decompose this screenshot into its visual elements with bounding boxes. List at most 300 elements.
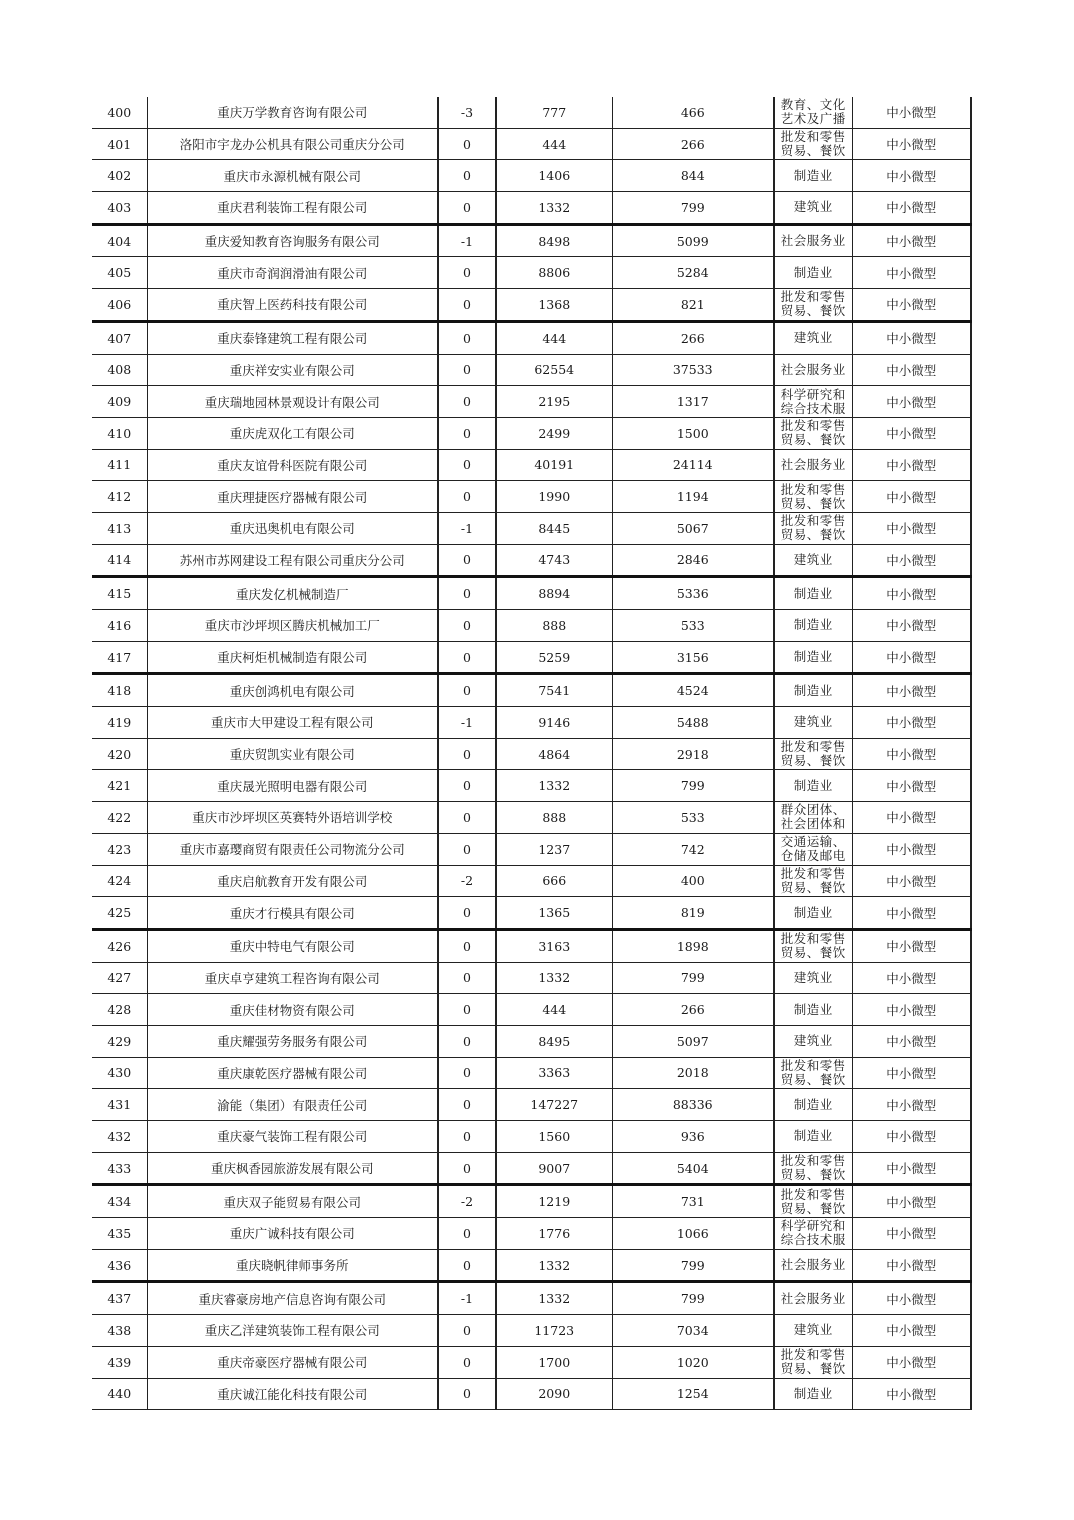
company-name-cell: 重庆晓帆律师事务所 — [147, 1249, 438, 1282]
value-b-cell: 466 — [612, 97, 774, 128]
enterprise-type-cell: 中小微型 — [852, 1185, 971, 1218]
industry-text: 建筑业 — [793, 1034, 833, 1049]
industry-text: 批发和零售贸易、餐饮 — [780, 482, 846, 511]
value-a-cell: 147227 — [496, 1089, 612, 1121]
enterprise-type-cell: 中小微型 — [852, 770, 971, 802]
industry-cell — [774, 897, 852, 930]
industry-cell — [774, 289, 852, 322]
enterprise-type-cell: 中小微型 — [852, 1057, 971, 1089]
row-number-cell: 414 — [92, 544, 147, 577]
change-value-cell: 0 — [438, 770, 496, 802]
value-a-cell: 11723 — [496, 1315, 612, 1347]
row-number-cell: 419 — [92, 707, 147, 739]
enterprise-type-cell: 中小微型 — [852, 833, 971, 865]
change-value-cell: 0 — [438, 257, 496, 289]
value-a-cell: 1990 — [496, 481, 612, 513]
company-name-cell: 重庆帝豪医疗器械有限公司 — [147, 1346, 438, 1378]
industry-text: 制造业 — [793, 683, 833, 698]
enterprise-type-cell: 中小微型 — [852, 738, 971, 770]
company-name-cell: 重庆祥安实业有限公司 — [147, 354, 438, 386]
value-b-cell: 799 — [612, 962, 774, 994]
enterprise-type-cell: 中小微型 — [852, 1121, 971, 1153]
row-number-cell: 437 — [92, 1282, 147, 1315]
company-name-cell: 重庆睿豪房地产信息咨询有限公司 — [147, 1282, 438, 1315]
row-number-cell: 428 — [92, 994, 147, 1026]
value-a-cell: 1332 — [496, 192, 612, 225]
row-number-cell: 403 — [92, 192, 147, 225]
company-name-cell: 重庆虎双化工有限公司 — [147, 417, 438, 449]
row-number-cell: 405 — [92, 257, 147, 289]
table-row — [92, 386, 971, 418]
value-b-cell: 400 — [612, 865, 774, 897]
value-b-cell: 5488 — [612, 707, 774, 739]
industry-text: 批发和零售贸易、餐饮 — [780, 130, 846, 159]
company-name-cell: 重庆广诚科技有限公司 — [147, 1218, 438, 1250]
table-row — [92, 1282, 971, 1315]
enterprise-type-cell: 中小微型 — [852, 512, 971, 544]
table-row — [92, 321, 971, 354]
row-number-cell: 417 — [92, 641, 147, 674]
enterprise-type-cell: 中小微型 — [852, 1315, 971, 1347]
row-number-cell: 430 — [92, 1057, 147, 1089]
company-name-cell: 重庆瑞地园林景观设计有限公司 — [147, 386, 438, 418]
value-a-cell: 888 — [496, 802, 612, 834]
industry-cell — [774, 1025, 852, 1057]
industry-cell — [774, 1152, 852, 1185]
industry-text: 批发和零售贸易、餐饮 — [780, 290, 846, 319]
industry-cell — [774, 833, 852, 865]
company-name-cell: 重庆理捷医疗器械有限公司 — [147, 481, 438, 513]
industry-cell — [774, 1346, 852, 1378]
enterprise-type-cell: 中小微型 — [852, 1025, 971, 1057]
industry-text: 教育、文化艺术及广播 — [780, 98, 846, 127]
industry-cell — [774, 481, 852, 513]
company-name-cell: 重庆双子能贸易有限公司 — [147, 1185, 438, 1218]
enterprise-type-cell: 中小微型 — [852, 544, 971, 577]
change-value-cell: 0 — [438, 641, 496, 674]
value-b-cell: 1066 — [612, 1218, 774, 1250]
industry-text: 制造业 — [793, 1002, 833, 1017]
value-a-cell: 3163 — [496, 929, 612, 962]
row-number-cell: 411 — [92, 449, 147, 481]
value-b-cell: 533 — [612, 802, 774, 834]
company-name-cell: 重庆万学教育咨询有限公司 — [147, 97, 438, 128]
company-name-cell: 渝能（集团）有限责任公司 — [147, 1089, 438, 1121]
enterprise-type-cell: 中小微型 — [852, 128, 971, 160]
value-b-cell: 2846 — [612, 544, 774, 577]
company-name-cell: 重庆市永源机械有限公司 — [147, 160, 438, 192]
industry-text: 批发和零售贸易、餐饮 — [780, 740, 846, 769]
value-b-cell: 1500 — [612, 417, 774, 449]
table-row — [92, 962, 971, 994]
company-name-cell: 重庆君利装饰工程有限公司 — [147, 192, 438, 225]
value-b-cell: 819 — [612, 897, 774, 930]
change-value-cell: 0 — [438, 1346, 496, 1378]
industry-text: 科学研究和综合技术服 — [780, 387, 846, 416]
row-number-cell: 434 — [92, 1185, 147, 1218]
enterprise-type-cell: 中小微型 — [852, 1378, 971, 1410]
row-number-cell: 421 — [92, 770, 147, 802]
row-number-cell: 422 — [92, 802, 147, 834]
table-row — [92, 1025, 971, 1057]
company-name-cell: 重庆市嘉璎商贸有限责任公司物流分公司 — [147, 833, 438, 865]
value-b-cell: 7034 — [612, 1315, 774, 1347]
industry-cell — [774, 192, 852, 225]
table-row — [92, 1218, 971, 1250]
value-b-cell: 5404 — [612, 1152, 774, 1185]
change-value-cell: 0 — [438, 962, 496, 994]
table-row — [92, 707, 971, 739]
value-a-cell: 1237 — [496, 833, 612, 865]
industry-text: 制造业 — [793, 650, 833, 665]
industry-cell — [774, 641, 852, 674]
value-a-cell: 444 — [496, 128, 612, 160]
industry-cell — [774, 354, 852, 386]
table-row — [92, 544, 971, 577]
table-row — [92, 929, 971, 962]
table-row — [92, 802, 971, 834]
enterprise-type-cell: 中小微型 — [852, 289, 971, 322]
value-b-cell: 5097 — [612, 1025, 774, 1057]
value-b-cell: 844 — [612, 160, 774, 192]
value-a-cell: 4743 — [496, 544, 612, 577]
table-row — [92, 257, 971, 289]
company-name-cell: 重庆诚江能化科技有限公司 — [147, 1378, 438, 1410]
value-a-cell: 777 — [496, 97, 612, 128]
row-number-cell: 402 — [92, 160, 147, 192]
company-name-cell: 重庆市沙坪坝区腾庆机械加工厂 — [147, 610, 438, 642]
enterprise-type-cell: 中小微型 — [852, 962, 971, 994]
enterprise-type-cell: 中小微型 — [852, 897, 971, 930]
value-a-cell: 2195 — [496, 386, 612, 418]
value-b-cell: 799 — [612, 192, 774, 225]
table-row — [92, 354, 971, 386]
company-name-cell: 重庆豪气装饰工程有限公司 — [147, 1121, 438, 1153]
industry-text: 交通运输、仓储及邮电 — [780, 835, 846, 864]
table-row — [92, 833, 971, 865]
change-value-cell: 0 — [438, 1089, 496, 1121]
row-number-cell: 401 — [92, 128, 147, 160]
industry-text: 批发和零售贸易、餐饮 — [780, 1348, 846, 1377]
row-number-cell: 420 — [92, 738, 147, 770]
company-name-cell: 重庆泰锋建筑工程有限公司 — [147, 321, 438, 354]
change-value-cell: 0 — [438, 897, 496, 930]
table-row — [92, 1315, 971, 1347]
enterprise-type-cell: 中小微型 — [852, 610, 971, 642]
change-value-cell: 0 — [438, 544, 496, 577]
row-number-cell: 436 — [92, 1249, 147, 1282]
value-a-cell: 9007 — [496, 1152, 612, 1185]
enterprise-type-cell: 中小微型 — [852, 386, 971, 418]
value-a-cell: 1406 — [496, 160, 612, 192]
industry-cell — [774, 802, 852, 834]
table-row — [92, 289, 971, 322]
enterprise-type-cell: 中小微型 — [852, 257, 971, 289]
change-value-cell: 0 — [438, 738, 496, 770]
value-a-cell: 1219 — [496, 1185, 612, 1218]
value-a-cell: 444 — [496, 994, 612, 1026]
table-row — [92, 641, 971, 674]
value-a-cell: 1365 — [496, 897, 612, 930]
change-value-cell: 0 — [438, 1025, 496, 1057]
row-number-cell: 427 — [92, 962, 147, 994]
industry-text: 建筑业 — [793, 715, 833, 730]
row-number-cell: 407 — [92, 321, 147, 354]
value-a-cell: 1700 — [496, 1346, 612, 1378]
table-row — [92, 192, 971, 225]
company-name-cell: 重庆市大甲建设工程有限公司 — [147, 707, 438, 739]
row-number-cell: 423 — [92, 833, 147, 865]
value-a-cell: 8445 — [496, 512, 612, 544]
industry-cell — [774, 1378, 852, 1410]
industry-cell — [774, 1218, 852, 1250]
table-row — [92, 1089, 971, 1121]
row-number-cell: 431 — [92, 1089, 147, 1121]
row-number-cell: 406 — [92, 289, 147, 322]
industry-text: 建筑业 — [793, 970, 833, 985]
industry-cell — [774, 577, 852, 610]
enterprise-type-cell: 中小微型 — [852, 1218, 971, 1250]
change-value-cell: 0 — [438, 160, 496, 192]
change-value-cell: 0 — [438, 128, 496, 160]
table-row — [92, 674, 971, 707]
change-value-cell: -2 — [438, 1185, 496, 1218]
value-a-cell: 1332 — [496, 962, 612, 994]
table-row — [92, 160, 971, 192]
industry-text: 批发和零售贸易、餐饮 — [780, 1187, 846, 1216]
value-b-cell: 821 — [612, 289, 774, 322]
value-b-cell: 799 — [612, 770, 774, 802]
row-number-cell: 409 — [92, 386, 147, 418]
company-name-cell: 重庆市奇润润滑油有限公司 — [147, 257, 438, 289]
industry-text: 建筑业 — [793, 552, 833, 567]
industry-text: 批发和零售贸易、餐饮 — [780, 932, 846, 961]
change-value-cell: 0 — [438, 1057, 496, 1089]
enterprise-type-cell: 中小微型 — [852, 674, 971, 707]
change-value-cell: 0 — [438, 802, 496, 834]
industry-text: 建筑业 — [793, 331, 833, 346]
industry-cell — [774, 128, 852, 160]
value-b-cell: 3156 — [612, 641, 774, 674]
value-a-cell: 2090 — [496, 1378, 612, 1410]
row-number-cell: 400 — [92, 97, 147, 128]
industry-text: 社会服务业 — [780, 234, 846, 249]
enterprise-type-cell: 中小微型 — [852, 802, 971, 834]
value-a-cell: 9146 — [496, 707, 612, 739]
industry-text: 制造业 — [793, 618, 833, 633]
table-row — [92, 610, 971, 642]
change-value-cell: 0 — [438, 289, 496, 322]
enterprise-type-cell: 中小微型 — [852, 192, 971, 225]
company-name-cell: 重庆康乾医疗器械有限公司 — [147, 1057, 438, 1089]
enterprise-type-cell: 中小微型 — [852, 97, 971, 128]
industry-cell — [774, 1057, 852, 1089]
company-name-cell: 重庆友谊骨科医院有限公司 — [147, 449, 438, 481]
industry-cell — [774, 674, 852, 707]
row-number-cell: 410 — [92, 417, 147, 449]
value-a-cell: 4864 — [496, 738, 612, 770]
value-a-cell: 40191 — [496, 449, 612, 481]
enterprise-type-cell: 中小微型 — [852, 641, 971, 674]
company-name-cell: 重庆才行模具有限公司 — [147, 897, 438, 930]
value-b-cell: 88336 — [612, 1089, 774, 1121]
table-row — [92, 770, 971, 802]
value-a-cell: 1776 — [496, 1218, 612, 1250]
industry-cell — [774, 1185, 852, 1218]
industry-cell — [774, 738, 852, 770]
row-number-cell: 438 — [92, 1315, 147, 1347]
industry-cell — [774, 321, 852, 354]
row-number-cell: 412 — [92, 481, 147, 513]
table-row — [92, 1152, 971, 1185]
row-number-cell: 440 — [92, 1378, 147, 1410]
company-name-cell: 重庆发亿机械制造厂 — [147, 577, 438, 610]
row-number-cell: 424 — [92, 865, 147, 897]
industry-text: 制造业 — [793, 778, 833, 793]
row-number-cell: 415 — [92, 577, 147, 610]
industry-text: 制造业 — [793, 586, 833, 601]
value-a-cell: 8894 — [496, 577, 612, 610]
industry-text: 批发和零售贸易、餐饮 — [780, 419, 846, 448]
enterprise-type-cell: 中小微型 — [852, 1282, 971, 1315]
value-b-cell: 533 — [612, 610, 774, 642]
value-a-cell: 1332 — [496, 770, 612, 802]
value-b-cell: 742 — [612, 833, 774, 865]
value-a-cell: 8495 — [496, 1025, 612, 1057]
company-name-cell: 重庆乙洋建筑装饰工程有限公司 — [147, 1315, 438, 1347]
industry-text: 社会服务业 — [780, 362, 846, 377]
industry-cell — [774, 386, 852, 418]
enterprise-type-cell: 中小微型 — [852, 929, 971, 962]
industry-text: 科学研究和综合技术服 — [780, 1219, 846, 1248]
row-number-cell: 418 — [92, 674, 147, 707]
table-row — [92, 1249, 971, 1282]
industry-cell — [774, 707, 852, 739]
company-name-cell: 重庆枫香园旅游发展有限公司 — [147, 1152, 438, 1185]
row-number-cell: 429 — [92, 1025, 147, 1057]
table-row — [92, 481, 971, 513]
change-value-cell: -3 — [438, 97, 496, 128]
value-b-cell: 4524 — [612, 674, 774, 707]
value-b-cell: 5099 — [612, 224, 774, 257]
value-a-cell: 1560 — [496, 1121, 612, 1153]
enterprise-type-cell: 中小微型 — [852, 865, 971, 897]
company-name-cell: 重庆佳材物资有限公司 — [147, 994, 438, 1026]
industry-cell — [774, 962, 852, 994]
company-name-cell: 重庆启航教育开发有限公司 — [147, 865, 438, 897]
change-value-cell: -1 — [438, 224, 496, 257]
table-row — [92, 417, 971, 449]
value-a-cell: 666 — [496, 865, 612, 897]
industry-cell — [774, 160, 852, 192]
enterprise-type-cell: 中小微型 — [852, 1089, 971, 1121]
value-b-cell: 266 — [612, 128, 774, 160]
row-number-cell: 425 — [92, 897, 147, 930]
industry-text: 社会服务业 — [780, 457, 846, 472]
value-b-cell: 1194 — [612, 481, 774, 513]
table-row — [92, 1121, 971, 1153]
change-value-cell: 0 — [438, 610, 496, 642]
industry-cell — [774, 929, 852, 962]
company-name-cell: 重庆迅奥机电有限公司 — [147, 512, 438, 544]
enterprise-table — [92, 97, 972, 1410]
industry-cell — [774, 417, 852, 449]
change-value-cell: 0 — [438, 192, 496, 225]
industry-cell — [774, 97, 852, 128]
change-value-cell: 0 — [438, 417, 496, 449]
value-a-cell: 888 — [496, 610, 612, 642]
company-name-cell: 重庆爱知教育咨询服务有限公司 — [147, 224, 438, 257]
enterprise-type-cell: 中小微型 — [852, 224, 971, 257]
change-value-cell: 0 — [438, 481, 496, 513]
company-name-cell: 重庆耀强劳务服务有限公司 — [147, 1025, 438, 1057]
industry-text: 制造业 — [793, 1097, 833, 1112]
value-b-cell: 2018 — [612, 1057, 774, 1089]
value-b-cell: 1254 — [612, 1378, 774, 1410]
value-a-cell: 5259 — [496, 641, 612, 674]
value-b-cell: 1317 — [612, 386, 774, 418]
value-b-cell: 799 — [612, 1249, 774, 1282]
enterprise-type-cell: 中小微型 — [852, 577, 971, 610]
industry-text: 批发和零售贸易、餐饮 — [780, 1154, 846, 1183]
industry-cell — [774, 544, 852, 577]
industry-cell — [774, 257, 852, 289]
row-number-cell: 404 — [92, 224, 147, 257]
change-value-cell: 0 — [438, 1218, 496, 1250]
row-number-cell: 408 — [92, 354, 147, 386]
row-number-cell: 413 — [92, 512, 147, 544]
company-name-cell: 洛阳市宇龙办公机具有限公司重庆分公司 — [147, 128, 438, 160]
industry-text: 批发和零售贸易、餐饮 — [780, 866, 846, 895]
table-row — [92, 97, 971, 128]
enterprise-type-cell: 中小微型 — [852, 417, 971, 449]
enterprise-type-cell: 中小微型 — [852, 354, 971, 386]
enterprise-type-cell: 中小微型 — [852, 994, 971, 1026]
change-value-cell: 0 — [438, 929, 496, 962]
row-number-cell: 432 — [92, 1121, 147, 1153]
value-b-cell: 5336 — [612, 577, 774, 610]
row-number-cell: 433 — [92, 1152, 147, 1185]
value-a-cell: 8806 — [496, 257, 612, 289]
industry-cell — [774, 449, 852, 481]
company-name-cell: 重庆晟光照明电器有限公司 — [147, 770, 438, 802]
industry-text: 社会服务业 — [780, 1291, 846, 1306]
change-value-cell: 0 — [438, 994, 496, 1026]
company-name-cell: 重庆智上医药科技有限公司 — [147, 289, 438, 322]
industry-cell — [774, 1121, 852, 1153]
industry-text: 建筑业 — [793, 200, 833, 215]
industry-cell — [774, 994, 852, 1026]
value-a-cell: 8498 — [496, 224, 612, 257]
value-b-cell: 5067 — [612, 512, 774, 544]
row-number-cell: 416 — [92, 610, 147, 642]
industry-cell — [774, 224, 852, 257]
row-number-cell: 439 — [92, 1346, 147, 1378]
table-row — [92, 224, 971, 257]
change-value-cell: -1 — [438, 1282, 496, 1315]
enterprise-type-cell: 中小微型 — [852, 321, 971, 354]
value-b-cell: 266 — [612, 994, 774, 1026]
value-b-cell: 1020 — [612, 1346, 774, 1378]
change-value-cell: 0 — [438, 449, 496, 481]
enterprise-type-cell: 中小微型 — [852, 160, 971, 192]
company-name-cell: 重庆市沙坪坝区英赛特外语培训学校 — [147, 802, 438, 834]
company-name-cell: 苏州市苏网建设工程有限公司重庆分公司 — [147, 544, 438, 577]
company-name-cell: 重庆卓亨建筑工程咨询有限公司 — [147, 962, 438, 994]
change-value-cell: 0 — [438, 1378, 496, 1410]
row-number-cell: 435 — [92, 1218, 147, 1250]
change-value-cell: -2 — [438, 865, 496, 897]
